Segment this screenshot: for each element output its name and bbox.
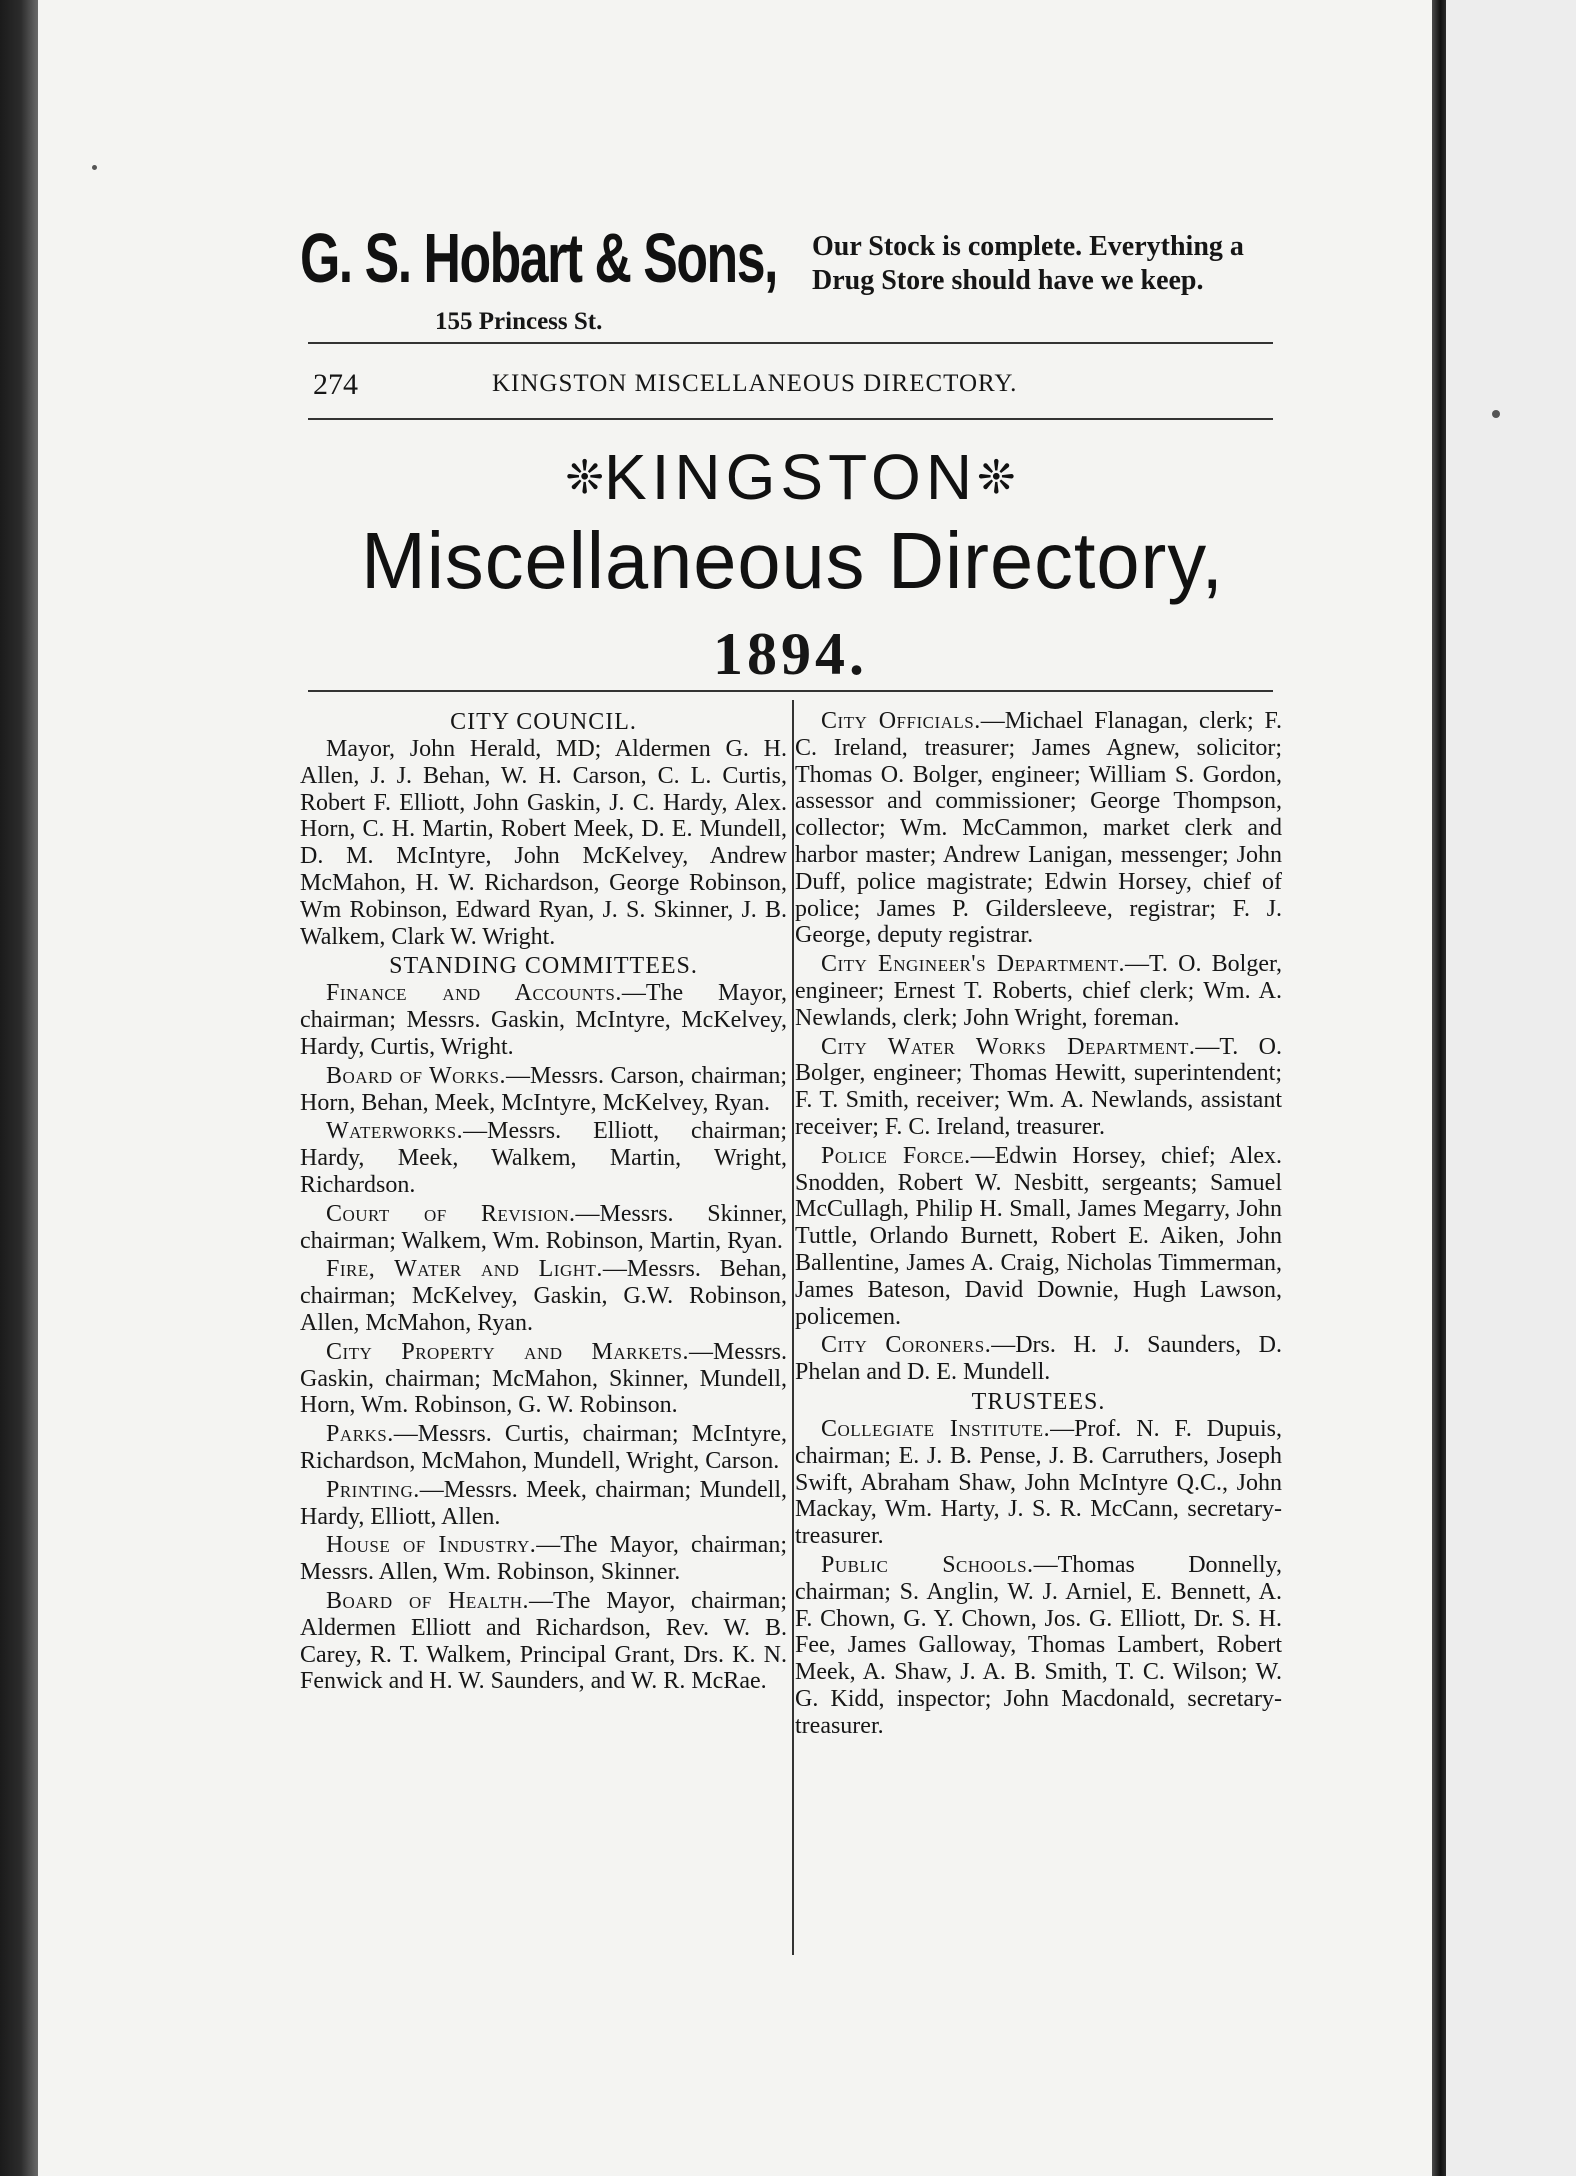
entry-text: —Messrs. Carson, chairman; Horn, Behan, Meek, McIntyre, McKelvey, Ryan. (300, 1062, 787, 1116)
running-head-rule (308, 418, 1273, 420)
entry-text: —T. O. Bolger, engineer; Ernest T. Roberts, chief clerk; Wm. A. Newlands, clerk; John Wright, foreman. (795, 951, 1282, 1031)
directory-entry (795, 1416, 1282, 1550)
entry-text: —Messrs. Behan, chairman; McKelvey, Gaskin, G.W. Robinson, Allen, McMahon, Ryan. (300, 1256, 787, 1336)
entry-text: —Messrs. Curtis, chairman; McIntyre, Richardson, McMahon, Mundell, Wright, Carson. (300, 1421, 787, 1474)
header-rule (308, 342, 1273, 344)
ornament-left-icon: ❊ (565, 451, 604, 503)
directory-entry (300, 1118, 787, 1198)
column-divider (792, 700, 794, 1955)
entry-label: City Property and Markets. (326, 1338, 689, 1365)
entry-text: —T. O. Bolger, engineer; Thomas Hewitt, superintendent; F. T. Smith, receiver; Wm. A. Newlands, assistant receiver; F. C. Ireland, treasurer. (795, 1033, 1282, 1140)
adjacent-page-edge (1446, 0, 1576, 2176)
entry-label: Board of Works. (326, 1062, 507, 1089)
city-council-text: Mayor, John Herald, MD; Aldermen G. H. Allen, J. J. Behan, W. H. Carson, C. L. Curtis, Robert F. Elliott, John Gaskin, J. C. Hardy, Alex. Horn, C. H. Martin, Robert Meek, D. E. Mundell, D. M. McIntyre, John McKelvey, Andrew McMahon, H. W. Richardson, George Robinson, Wm Robinson, Edward Ryan, J. S. Skinner, J. B. Walkem, Clark W. Wright. (300, 736, 787, 950)
entry-label: Finance and Accounts. (326, 980, 622, 1007)
entry-label: Court of Revision. (326, 1200, 576, 1227)
entry-text: —Messrs. Meek, chairman; Mundell, Hardy, Elliott, Allen. (300, 1476, 787, 1530)
directory-entry (300, 1063, 787, 1117)
directory-entry (795, 1332, 1282, 1386)
entry-text: —Messrs. Gaskin, chairman; McMahon, Skinner, Mundell, Horn, Wm. Robinson, G. W. Robinson. (300, 1338, 787, 1419)
entry-text: —The Mayor, chairman; Messrs. Allen, Wm. Robinson, Skinner. (300, 1532, 787, 1586)
book-gutter (1432, 0, 1446, 2176)
ink-speck (92, 165, 97, 170)
entry-label: City Water Works Department. (821, 1033, 1196, 1060)
entry-label: City Engineer's Department. (821, 951, 1126, 978)
entry-label: City Coroners. (821, 1332, 992, 1359)
ad-slogan: Our Stock is complete. Everything a Drug Store should have we keep. (812, 231, 1244, 296)
entry-text: —The Mayor, chairman; Aldermen Elliott and Richardson, Rev. W. B. Carey, R. T. Walkem, Principal Grant, Drs. K. N. Fenwick and H. W. Saunders, and W. R. McRae. (300, 1587, 787, 1695)
entry-text: —Messrs. Skinner, chairman; Walkem, Wm. Robinson, Martin, Ryan. (300, 1200, 787, 1254)
ad-address: 155 Princess St. (435, 308, 603, 335)
entry-text: —Prof. N. F. Dupuis, chairman; E. J. B. Pense, J. B. Carruthers, Joseph Swift, Abraham Shaw, John McIntyre Q.C., John Mackay, Wm. Harty, J. S. R. McCann, secretary-treasurer. (795, 1415, 1282, 1550)
banner-text: KINGSTON (603, 441, 978, 513)
directory-entry (300, 1201, 787, 1255)
right-column (795, 708, 1282, 1741)
page-number: 274 (313, 368, 358, 401)
directory-entry (300, 1256, 787, 1336)
directory-entry (795, 1034, 1282, 1141)
entry-label: Board of Health. (326, 1587, 530, 1614)
entry-text: —Michael Flanagan, clerk; F. C. Ireland, treasurer; James Agnew, solicitor; Thomas O. Bolger, engineer; William S. Gordon, assessor and commissioner; George Thompson, collector; Wm. McCammon, market clerk and harbor master; Andrew Lanigan, messenger; John Duff, police magistrate; Edwin Horsey, chief of police; James P. Gildersleeve, registrar; F. J. George, deputy registrar. (795, 708, 1282, 949)
entry-text: —Thomas Donnelly, chairman; S. Anglin, W. J. Arniel, E. Bennett, A. F. Chown, G. Y. Chown, Jos. G. Elliott, Dr. S. H. Fee, James Galloway, Thomas Lambert, Robert Meek, A. Shaw, J. A. B. Smith, T. C. Wilson; W. G. Kidd, inspector; John Macdonald, secretary-treasurer. (795, 1551, 1282, 1739)
directory-entry (300, 1532, 787, 1586)
ad-firm-name: G. S. Hobart & Sons, (300, 219, 777, 297)
ink-speck (1492, 410, 1500, 418)
directory-entry (300, 980, 787, 1060)
title-banner (308, 440, 1273, 514)
trustees-heading: TRUSTEES. (971, 1388, 1106, 1415)
entry-text: —Drs. H. J. Saunders, D. Phelan and D. E. Mundell. (795, 1332, 1282, 1386)
book-binding-left (0, 0, 38, 2176)
running-head (313, 368, 1273, 404)
left-column (300, 708, 787, 1697)
entry-label: Waterworks. (326, 1118, 464, 1145)
city-departments-list (795, 708, 1282, 1386)
running-title: KINGSTON MISCELLANEOUS DIRECTORY. (492, 370, 1018, 397)
directory-year: 1894. (713, 621, 868, 687)
advertisement (300, 210, 1300, 340)
directory-entry (795, 708, 1282, 949)
entry-text: —The Mayor, chairman; Messrs. Gaskin, McIntyre, McKelvey, Hardy, Curtis, Wright. (300, 980, 787, 1060)
entry-label: Parks. (326, 1421, 394, 1448)
entry-label: Collegiate Institute. (821, 1415, 1051, 1442)
entry-label: Public Schools. (821, 1551, 1034, 1578)
directory-entry (795, 951, 1282, 1031)
entry-label: Fire, Water and Light. (326, 1256, 603, 1283)
entry-text: —Messrs. Elliott, chairman; Hardy, Meek, Walkem, Martin, Wright, Richardson. (300, 1118, 787, 1198)
entry-label: City Officials. (821, 708, 981, 734)
directory-entry (300, 1421, 787, 1475)
trustees-list (795, 1416, 1282, 1740)
entry-label: House of Industry. (326, 1532, 537, 1559)
ornament-right-icon: ❊ (977, 451, 1016, 503)
title-rule (308, 690, 1273, 692)
directory-entry (795, 1552, 1282, 1740)
entry-text: —Edwin Horsey, chief; Alex. Snodden, Robert W. Nesbitt, sergeants; Samuel McCullagh, Philip H. Small, James Megarry, John Tuttle, Orlando Burnett, Robert E. Aiken, John Ballentine, James A. Craig, Nicholas Timmerman, James Bateson, David Downie, Hugh Lawson, policemen. (795, 1142, 1282, 1330)
directory-entry (300, 1477, 787, 1531)
committee-list (300, 980, 787, 1695)
directory-entry (300, 1588, 787, 1695)
entry-label: Police Force. (821, 1142, 971, 1169)
entry-label: Printing. (326, 1476, 420, 1503)
directory-subtitle: Miscellaneous Directory, (361, 516, 1224, 605)
directory-entry (300, 1339, 787, 1419)
city-council-heading: CITY COUNCIL. (450, 709, 637, 735)
standing-committees-heading: STANDING COMMITTEES. (389, 953, 698, 980)
directory-entry (795, 1143, 1282, 1331)
